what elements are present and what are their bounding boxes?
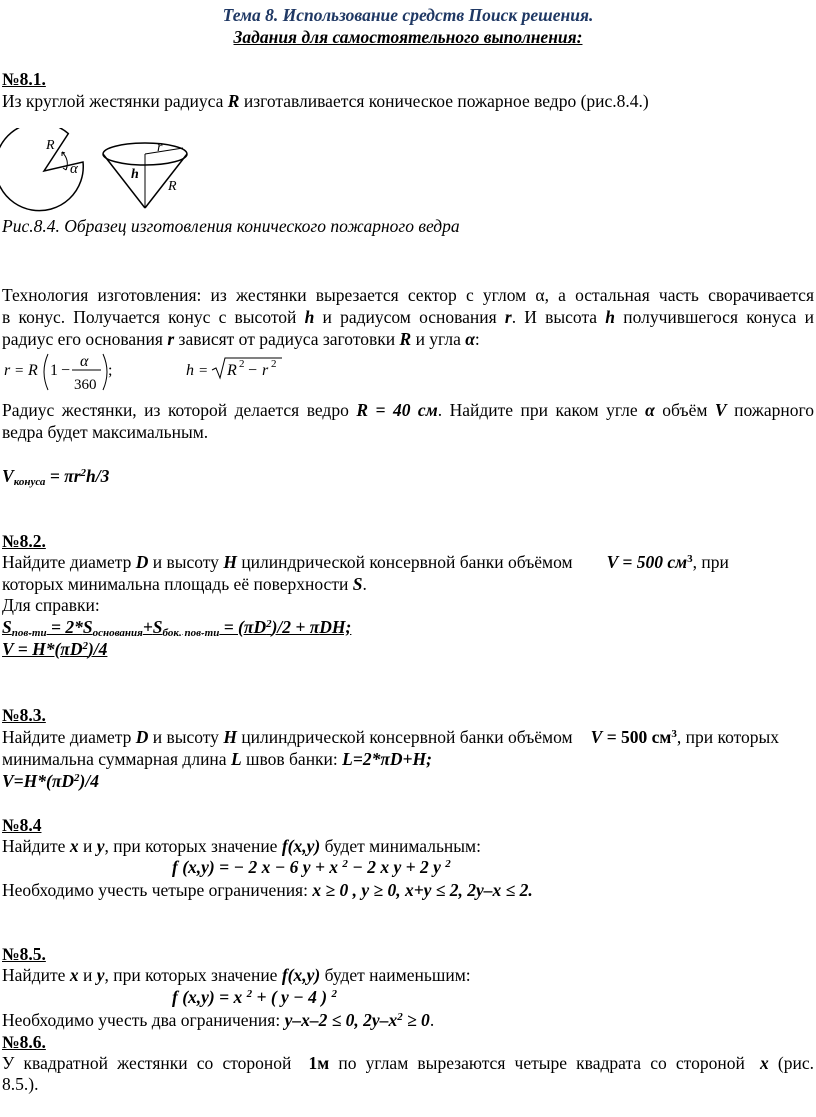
task-8-1-intro: Из круглой жестянки радиуса R изготавливается коническое пожарное ведро (рис.8.4.) (2, 91, 649, 111)
svg-text:=: = (199, 363, 208, 379)
task-8-6-line-1: У квадратной жестянки со стороной 1м по углам вырезаются четыре квадрата со стороной x (рис. (2, 1053, 814, 1073)
task-8-3-volume-formula: $V=H*(\pi D^2)/4$ (2, 771, 99, 791)
task-8-1-number: №8.1. (2, 69, 46, 89)
task-8-5-line-1: Найдите x и y, при которых значение f(x,y) будет наименьшим: (2, 965, 471, 985)
task-8-4-constraints: Необходимо учесть четыре ограничения: x ≥ 0 , y ≥ 0, x+y ≤ 2, 2y–x ≤ 2. (2, 880, 533, 900)
task-8-2-line-3: Для справки: (2, 595, 100, 615)
formula-r-left-paren (44, 354, 48, 390)
task-8-2-line-2: которых минимальна площадь её поверхности S. (2, 574, 367, 594)
task-8-1-radius-line-2: ведра будет максимальным. (2, 422, 209, 442)
task-8-1-tech-line-3: радиус его основания r зависят от радиуса заготовки R и угла α: (2, 329, 480, 349)
task-8-2-surface-formula: $S_{пов-ти} = 2*S_{основания}+S_{бок. пов-ти} = (\pi D^2)/2 + \pi DH$; (2, 617, 352, 639)
task-8-6-line-2: 8.5.). (2, 1074, 39, 1094)
svg-text:2: 2 (239, 358, 245, 370)
svg-text:R: R (28, 362, 38, 379)
cone-side-right (145, 154, 187, 208)
svg-text:=: = (15, 363, 24, 379)
formula-r-numerator: α (80, 353, 89, 370)
task-8-1-volume-formula: $V_{конуса} = \pi r^2h/3$ (2, 466, 110, 488)
figure-label-r: r (157, 140, 163, 155)
figure-caption: Рис.8.4. Образец изготовления конического пожарного ведра (2, 216, 460, 236)
formula-r-denominator: 360 (74, 377, 97, 393)
cone-radius (145, 148, 183, 154)
figure-label-R2: R (168, 179, 177, 194)
figure-8-4 (0, 128, 200, 212)
svg-text:−: − (248, 362, 258, 379)
task-8-4-line-1: Найдите x и y, при которых значение f(x,y) будет минимальным: (2, 836, 481, 856)
task-8-2-number: №8.2. (2, 531, 46, 551)
svg-text:R: R (227, 362, 237, 379)
svg-text:r: r (262, 362, 269, 379)
figure-label-h: h (131, 167, 139, 182)
formula-r-right-paren (103, 354, 107, 390)
task-8-6-number: №8.6. (2, 1032, 46, 1052)
task-8-3-number: №8.3. (2, 705, 46, 725)
task-8-2-line-1: Найдите диаметр D и высоту H цилиндрической консервной банки объёмом V = 500 $см^3$, при (2, 552, 729, 572)
svg-text:;: ; (108, 362, 113, 379)
page-subtitle: Задания для самостоятельного выполнения: (233, 27, 583, 47)
svg-text:−: − (61, 362, 71, 379)
formula-r-and-h (0, 348, 300, 396)
formula-r-lhs: r (4, 362, 11, 379)
figure-label-R1: R (46, 138, 55, 153)
task-8-1-tech-line-2: в конус. Получается конус с высотой h и радиусом основания r. И высота h получившегося конуса и (2, 307, 814, 327)
task-8-3-line-1: Найдите диаметр D и высоту H цилиндрической консервной банки объёмом V = 500 $см^3$, при которых (2, 727, 780, 747)
task-8-1-radius-line-1: Радиус жестянки, из которой делается ведро R = 40 см. Найдите при каком угле α объём V пожарного (2, 400, 814, 420)
task-8-2-volume-formula: $V = H*(\pi D^2)/4$ (2, 639, 108, 659)
task-8-5-constraints: Необходимо учесть два ограничения: y–x–2 ≤ 0, $2y-x^2 \ge 0$. (2, 1010, 435, 1030)
task-8-1-tech-line-1: Технология изготовления: из жестянки вырезается сектор с углом α, а остальная часть сворачивается (2, 285, 814, 305)
svg-text:2: 2 (271, 358, 277, 370)
task-8-5-function-formula: f (x,y) = x $^2$ + ( y − 4 ) $^2$ (172, 987, 337, 1007)
page-title: Тема 8. Использование средств Поиск решения. (222, 5, 594, 25)
svg-text:1: 1 (50, 362, 58, 379)
task-8-3-line-2: минимальна суммарная длина L швов банки: L=2*πD+H; (2, 749, 432, 769)
task-8-5-number: №8.5. (2, 944, 46, 964)
task-8-4-number: №8.4 (2, 815, 42, 835)
figure-label-alpha: α (70, 161, 78, 177)
formula-h-lhs: h (186, 362, 194, 379)
task-8-4-function-formula: f (x,y) = − 2 x − 6 y + x $^2$ − 2 x y + 2 y $^2$ (172, 857, 451, 877)
